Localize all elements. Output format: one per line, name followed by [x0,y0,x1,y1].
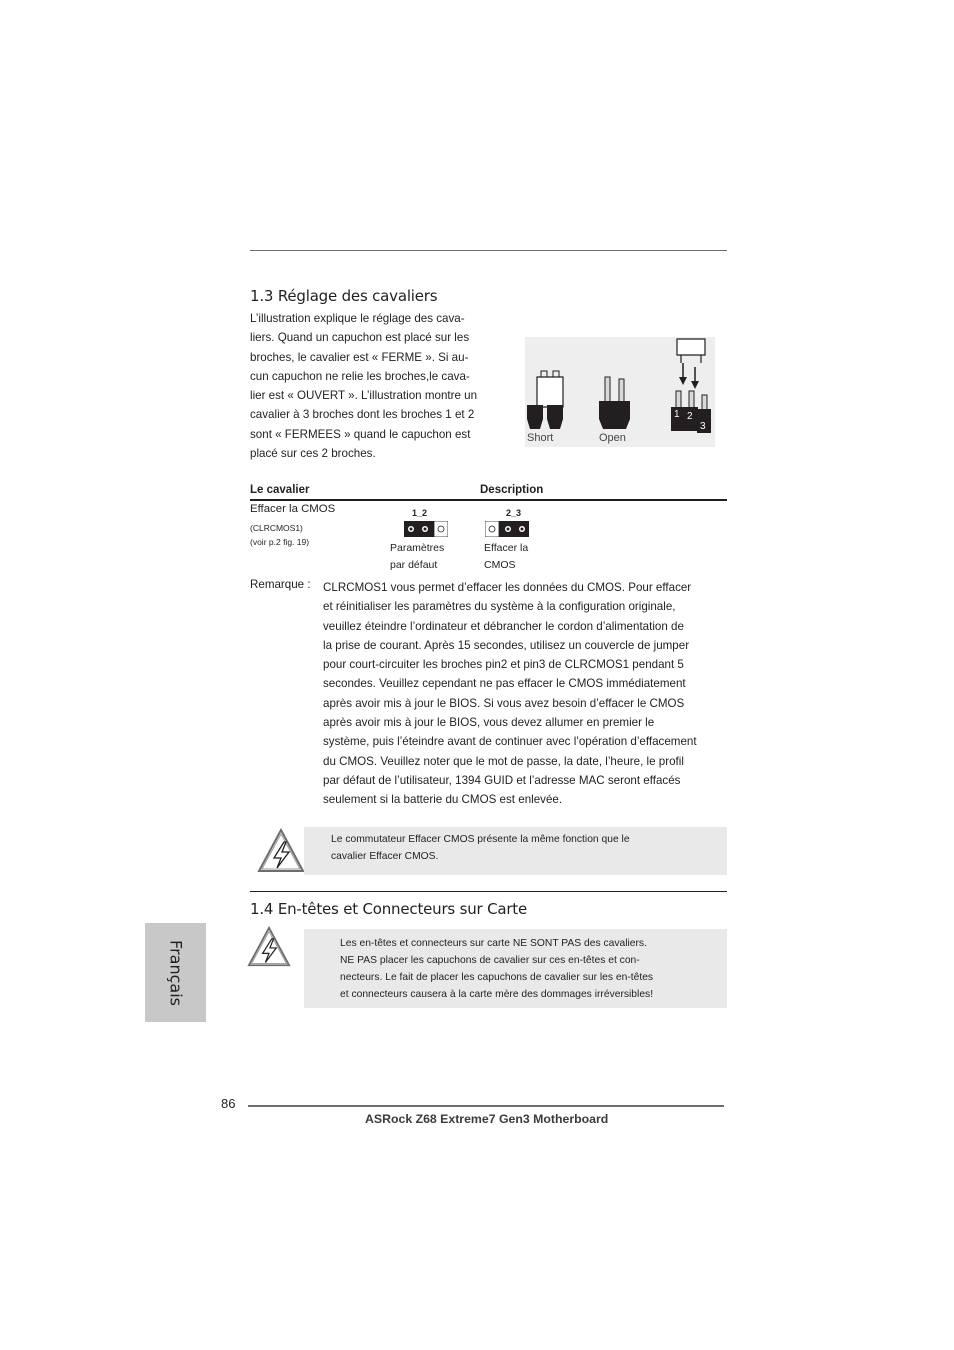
option2-header-graphic [485,521,529,542]
intro-line: liers. Quand un capuchon est placé sur les [250,331,470,345]
intro-line: L’illustration explique le réglage des cava- [250,312,465,325]
pin-number-2: 2 [687,411,693,422]
warning-icon [256,828,306,879]
remark-line: CLRCMOS1 vous permet d’effacer les données du CMOS. Pour effacer [323,581,692,594]
short-jumper [527,371,563,429]
jumper-illustration [525,337,715,447]
note2-line: necteurs. Le fait de placer les capuchons de cavalier sur les en-têtes [340,972,654,983]
option1-caption [390,540,444,574]
remark-line: pour court-circuiter les broches pin2 et pin3 de CLRCMOS1 pendant 5 [323,658,684,672]
warning-icon [246,926,292,973]
top-rule [250,250,727,251]
remark-line: secondes. Veuillez cependant ne pas effacer le CMOS immédiatement [323,677,686,691]
note2-line: et connecteurs causera à la carte mère des dommages irréversibles! [340,989,654,1000]
remark-text [323,578,727,810]
note2-text [340,935,682,1003]
note1-text [331,831,630,865]
note1-box [304,827,727,875]
option1-pins-label: 1_2 [412,508,428,518]
note1-line: Le commutateur Effacer CMOS présente la même fonction que le [331,834,630,845]
option2-caption-line: Effacer la [484,542,529,554]
remark-label: Remarque : [250,578,311,591]
open-label: Open [599,432,626,444]
intro-line: cun capuchon ne relie les broches,le cava- [250,369,470,383]
footer-title: ASRock Z68 Extreme7 Gen3 Motherboard [365,1112,609,1126]
remark-line: après avoir mis à jour le BIOS, vous devez allumer en premier le [323,716,655,730]
footer-rule [248,1105,724,1107]
option2-pins-label: 2_3 [506,508,522,518]
table-header-rule [250,499,727,501]
note2-box [304,929,727,1008]
intro-text [250,309,500,463]
table-header-jumper: Le cavalier [250,484,310,496]
short-label: Short [527,432,554,444]
intro-line: cavalier à 3 broches dont les broches 1 et 2 [250,408,475,422]
intro-line: placé sur ces 2 broches. [250,447,376,461]
intro-line: sont « FERMEES » quand le capuchon est [250,427,471,441]
remark-line: veuillez éteindre l’ordinateur et débrancher le cordon d’alimentation de [323,619,684,633]
open-jumper [599,377,630,429]
section-title-1-3: 1.3 Réglage des cavaliers [250,287,438,305]
pin-number-3: 3 [700,421,706,432]
page-number: 86 [221,1096,236,1111]
option1-caption-line: par défaut [390,559,438,571]
remark-line: et réinitialiser les paramètres du système à la configuration originale, [323,600,676,614]
language-label: Français [166,939,185,1006]
note2-line: NE PAS placer les capuchons de cavalier sur ces en-têtes et con- [340,955,640,966]
pin-number-1: 1 [674,409,680,420]
remark-line: la prise de courant. Après 15 secondes, utilisez un couvercle de jumper [323,638,690,652]
language-side-tab [145,923,206,1022]
section-title-1-4: 1.4 En-têtes et Connecteurs sur Carte [250,900,528,918]
section-rule [250,891,727,892]
jumper-name: Effacer la CMOS [250,503,336,515]
remark-line: par défaut de l’utilisateur, 1394 GUID et l’adresse MAC seront effacés [323,773,681,787]
remark-line: seulement si la batterie du CMOS est enlevée. [323,793,563,807]
option1-caption-line: Paramètres [390,542,445,554]
table-header-description: Description [480,484,544,496]
remark-line: après avoir mis à jour le BIOS. Si vous avez besoin d’effacer le CMOS [323,696,685,710]
jumper-drawing [525,337,715,447]
option2-caption-line: CMOS [484,559,516,571]
intro-line: broches, le cavalier est « FERME ». Si au- [250,350,469,364]
note1-line: cavalier Effacer CMOS. [331,851,439,862]
jumper-code: (CLRCMOS1) [250,523,303,533]
option2-caption [484,540,528,574]
intro-line: lier est « OUVERT ». L’illustration montre un [250,389,478,403]
remark-line: système, puis l’éteindre avant de continuer avec l’opération d’effacement [323,735,697,749]
remark-line: du CMOS. Veuillez noter que le mot de passe, la date, l’heure, le profil [323,754,684,768]
note2-line: Les en-têtes et connecteurs sur carte NE SONT PAS des cavaliers. [340,938,647,949]
jumper-ref: (voir p.2 fig. 19) [250,537,310,547]
option1-header-graphic [404,521,448,542]
